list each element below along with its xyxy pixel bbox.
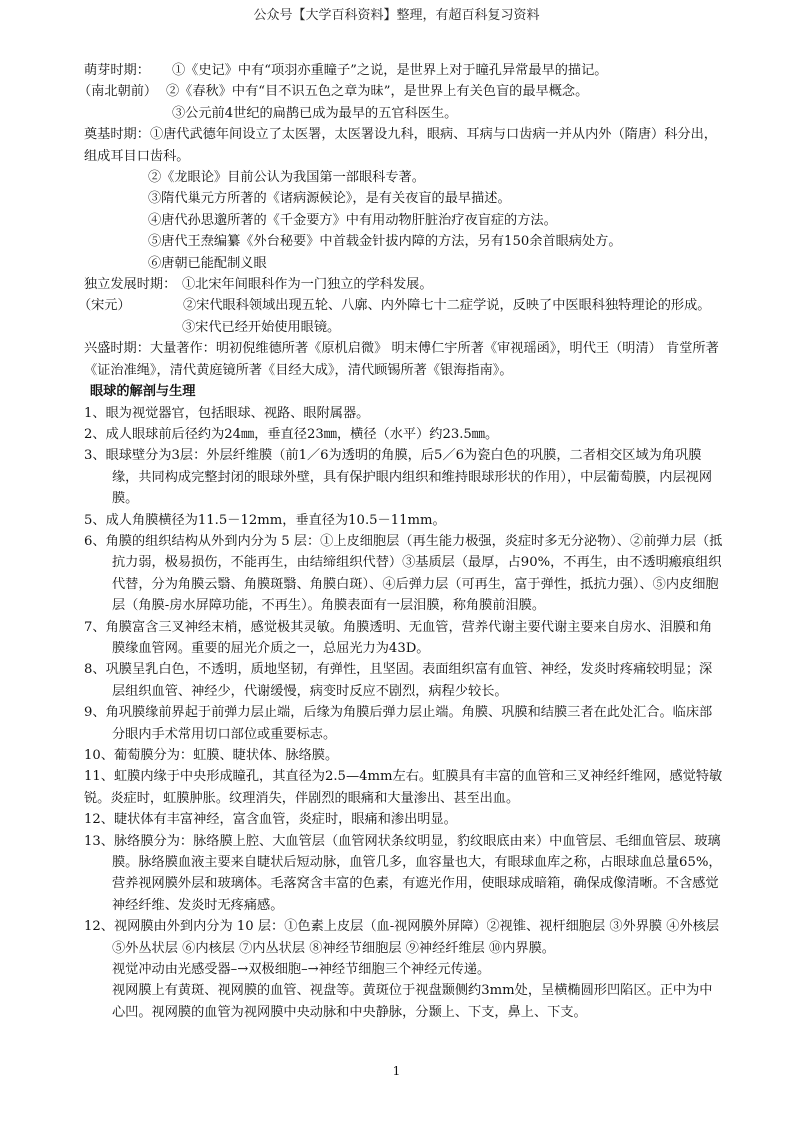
independent-item-1: ①北宋年间眼科作为一门独立的学科发展。 xyxy=(182,277,433,293)
foundation-item-5: ⑤唐代王焘编纂《外台秘要》中首载金针拔内障的方法，另有150余首眼病处方。 xyxy=(148,234,622,250)
item-number: 10、 xyxy=(84,748,114,763)
item-number: 13、 xyxy=(84,833,114,849)
independent-period xyxy=(84,274,724,295)
item-number: 5、 xyxy=(84,512,106,528)
independent-item-2: ②宋代眼科领域出现五轮、八廓、内外障七十二症学说，反映了中医眼科独特理论的形成。 xyxy=(183,298,711,314)
item-text: 角膜的组织结构从外到内分为 5 层：①上皮细胞层（再生能力极强，炎症时多无分泌物）、②前弹力层（抵抗力弱，极易损伤，不能再生，由结缔组织代替）③基质层（最厚，占90%，不再生，由不透明瘢痕组织代替，分为角膜云翳、角膜斑翳、角膜白斑）、④后弹力层（可再生，富于弹性，抵抗力强）、⑤内皮细胞层（角膜-房水屏障功能，不再生）。角膜表面有一层泪膜，称角膜前泪膜。 xyxy=(105,533,723,614)
item-text: 睫状体有丰富神经，富含血管，炎症时，眼痛和渗出明显。 xyxy=(113,812,457,828)
list-item xyxy=(84,403,724,424)
item-text: 巩膜呈乳白色，不透明，质地坚韧，有弹性，且坚固。表面组织富有血管、神经，发炎时疼痛较明显；深层组织血管、神经少，代谢缓慢，病变时反应不剧烈，病程少较长。 xyxy=(105,662,713,699)
item-number: 1、 xyxy=(84,405,106,421)
germination-sub-label: （南北朝前） xyxy=(78,84,158,100)
list-item xyxy=(84,809,724,830)
list-item xyxy=(84,510,724,531)
item-text: 脉络膜分为：脉络膜上腔、大血管层（血管网状条纹明显，豹纹眼底由来）中血管层、毛细血管层、玻璃膜。脉络膜血液主要来自睫状后短动脉，血管几多，血容量也大，有眼球血库之称，占眼球血总量65%，营养视网膜外层和玻璃体。毛落窝含丰富的色素，有遮光作用，使眼球成暗箱，确保成像清晰。不含感觉神经纤维、发炎时无疼痛感。 xyxy=(112,833,722,913)
foundation-item-1: ①唐代武德年间设立了太医署，太医署设九科，眼病、耳病与口齿病一并从内外（隋唐）科分出，组成耳目口齿科。 xyxy=(84,127,717,164)
item-text: 角巩膜缘前界起于前弹力层止端，后缘为角膜后弹力层止端。角膜、巩膜和结膜三者在此处汇合。临床部分眼内手术常用切口部位或重要标志。 xyxy=(105,705,713,742)
section-title: 眼球的解剖与生理 xyxy=(90,384,196,400)
list-item xyxy=(84,424,724,445)
item-number: 7、 xyxy=(84,619,106,635)
germination-item-3: ③公元前4世纪的扁鹊已成为最早的五官科医生。 xyxy=(172,105,458,121)
germination-period xyxy=(84,60,724,81)
item-text: 成人眼球前后径约为24㎜，垂直径23㎜，横径（水平）约23.5㎜。 xyxy=(105,426,499,442)
item-number: 2、 xyxy=(84,426,106,442)
foundation-item-4: ④唐代孙思邈所著的《千金要方》中有用动物肝脏治疗夜盲症的方法。 xyxy=(148,212,557,228)
page-number: 1 xyxy=(392,1064,401,1078)
item-number: 12、 xyxy=(84,919,114,935)
foundation-item-2: ②《龙眼论》目前公认为我国第一部眼科专著。 xyxy=(148,170,425,186)
list-item xyxy=(84,916,724,959)
foundation-period xyxy=(84,124,724,167)
item-number: 12、 xyxy=(84,812,114,828)
item-text: 成人角膜横径为11.5－12mm，垂直径为10.5－11mm。 xyxy=(105,512,446,528)
independent-label: 独立发展时期： xyxy=(84,277,177,293)
anatomy-list xyxy=(84,403,724,1024)
germination-item-1: ①《史记》中有“项羽亦重瞳子”之说，是世界上对于瞳孔异常最早的描记。 xyxy=(172,63,608,78)
list-item xyxy=(84,766,724,809)
independent-item-3: ③宋代已经开始使用眼镜。 xyxy=(182,319,341,335)
item-number: 8、 xyxy=(84,662,106,678)
list-item xyxy=(84,659,724,702)
foundation-label: 奠基时期： xyxy=(84,127,150,143)
item-number: 11、 xyxy=(84,769,114,785)
retina-note-1: 视觉冲动由光感受器–→双极细胞–→神经节细胞三个神经元传递。 xyxy=(112,962,491,978)
item-text: 虹膜内缘于中央形成瞳孔，其直径为2.5—4mm左右。虹膜具有丰富的血管和三叉神经纤维网，感觉特敏锐。炎症时，虹膜肿胀。纹理消失，伴剧烈的眼痛和大量渗出、甚至出血。 xyxy=(84,769,723,806)
document-body xyxy=(78,60,724,1023)
flourish-label: 兴盛时期： xyxy=(84,341,150,357)
list-item xyxy=(84,702,724,745)
item-number: 9、 xyxy=(84,705,106,721)
item-number: 3、 xyxy=(84,448,106,464)
flourish-text: 大量著作：明初倪维德所著《原机启微》 明末傅仁宇所著《审视瑶函》，明代王（明清） 肯堂所著《证治准绳》，清代黄庭镜所著《目经大成》，清代顾锡所著《银海指南》。 xyxy=(84,341,719,378)
retina-note-2: 视网膜上有黄斑、视网膜的血管、视盘等。黄斑位于视盘颞侧约3mm处，呈横椭圆形凹陷区。正中为中心凹。视网膜的血管为视网膜中央动脉和中央静脉，分颞上、下支，鼻上、下支。 xyxy=(112,983,713,1020)
page-header: 公众号【大学百科资料】整理，有超百科复习资料 xyxy=(253,8,540,23)
germination-item-2: ②《春秋》中有“目不识五色之章为昧”，是世界上有关色盲的最早概念。 xyxy=(166,84,589,100)
independent-sub-label: （宋元） xyxy=(78,298,131,314)
item-text: 眼球壁分为3层：外层纤维膜（前1／6为透明的角膜，后5／6为瓷白色的巩膜，二者相交区域为角巩膜缘，共同构成完整封闭的眼球外壁，具有保护眼内组织和维持眼球形状的作用），中层葡萄膜，内层视网膜。 xyxy=(105,448,713,507)
germination-label: 萌芽时期： xyxy=(84,63,150,78)
foundation-item-3: ③隋代巢元方所著的《诸病源候论》，是有关夜盲的最早描述。 xyxy=(148,191,511,207)
item-text: 角膜富含三叉神经末梢，感觉极其灵敏。角膜透明、无血管，营养代谢主要代谢主要来自房水、泪膜和角膜缘血管网。重要的屈光介质之一，总屈光力为43D。 xyxy=(105,619,713,656)
list-item xyxy=(84,745,724,766)
item-text: 视网膜由外到内分为 10 层：①色素上皮层（血-视网膜外屏障）②视锥、视杆细胞层 ③外界膜 ④外核层 ⑤外丛状层 ⑥内核层 ⑦内丛状层 ⑧神经节细胞层 ⑨神经纤维层 ⑩内界膜。 xyxy=(112,919,720,956)
list-item xyxy=(84,831,724,917)
list-item xyxy=(84,531,724,617)
flourish-period xyxy=(84,338,724,381)
item-text: 葡萄膜分为：虹膜、睫状体、脉络膜。 xyxy=(113,748,339,763)
item-number: 6、 xyxy=(84,533,106,549)
foundation-item-6: ⑥唐朝已能配制义眼 xyxy=(148,255,267,271)
item-text: 眼为视觉器官，包括眼球、视路、眼附属器。 xyxy=(105,405,370,421)
list-item xyxy=(84,617,724,660)
list-item xyxy=(84,445,724,509)
